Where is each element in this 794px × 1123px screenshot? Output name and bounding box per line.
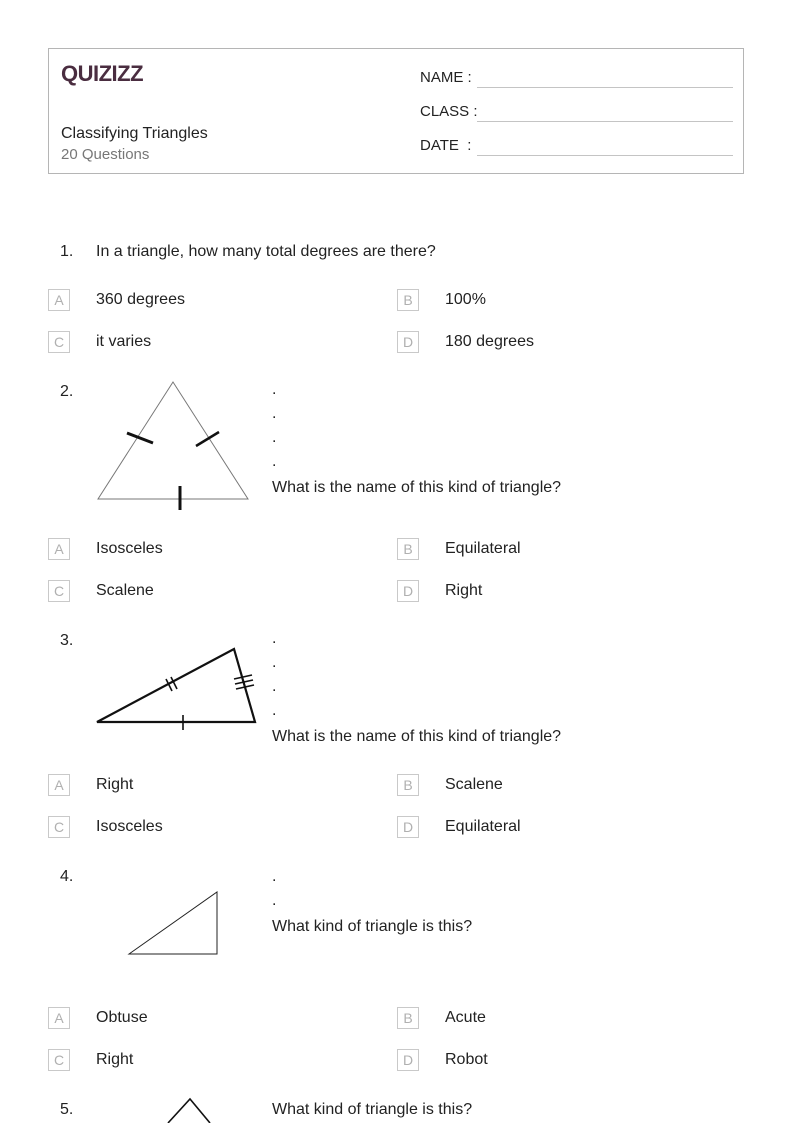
worksheet-header [48,48,744,174]
option-text: Acute [445,1009,486,1026]
option-letter: B [397,538,419,560]
option-text: Scalene [445,776,503,793]
option-text: Obtuse [96,1009,148,1026]
question-side-text [272,380,561,500]
equilateral-triangle-figure [96,378,252,514]
option-text: Robot [445,1051,488,1068]
dot-line: . [272,381,277,398]
option-text: 100% [445,291,486,308]
scalene-triangle-figure [96,644,260,734]
question-side-text [272,867,472,939]
right-triangle-figure [126,888,222,958]
dot-line: . [272,429,277,446]
date-line[interactable] [477,155,733,156]
option-letter: C [48,331,70,353]
dot-line: . [272,678,277,695]
option-letter: D [397,816,419,838]
question-number: 3. [60,632,74,649]
logo-text: QUIZIZZ [61,61,144,86]
option-letter: B [397,774,419,796]
option-text: it varies [96,333,152,350]
option-letter: B [397,289,419,311]
option-letter: C [48,1049,70,1071]
question-text: What is the name of this kind of triangle? [272,728,562,745]
option-text: Scalene [96,582,154,599]
option-letter: D [397,331,419,353]
tick-mark [127,433,153,443]
option-text: Equilateral [445,818,521,835]
date-field[interactable] [420,133,733,157]
question-text: What kind of triangle is this? [272,918,473,935]
option-text: Isosceles [96,540,163,557]
option-letter: A [48,774,70,796]
dot-line: . [272,453,277,470]
worksheet-title: Classifying Triangles [61,125,208,142]
option-text: Right [96,776,134,793]
option-letter: D [397,580,419,602]
dot-line: . [272,405,277,422]
dot-line: . [272,868,277,885]
question-text: What kind of triangle is this? [272,1101,473,1118]
class-label: CLASS : [420,103,478,120]
option-text: 360 degrees [96,291,185,308]
option-text: Right [445,582,483,599]
option-text: Isosceles [96,818,163,835]
triangle-outline [98,382,248,499]
question-side-text [272,629,561,749]
option-letter: A [48,289,70,311]
question-number: 4. [60,868,74,885]
triangle-outline [129,892,217,954]
option-text: Right [96,1051,134,1068]
dot-line: . [272,892,277,909]
question-count: 20 Questions [61,146,150,163]
date-label: DATE : [420,137,472,154]
class-field[interactable] [420,99,733,123]
quizizz-logo [61,59,151,87]
question-number: 2. [60,383,74,400]
question-number: 1. [60,243,74,260]
option-letter: C [48,580,70,602]
option-letter: A [48,1007,70,1029]
tick-mark [196,432,219,446]
dot-line: . [272,654,277,671]
name-label: NAME : [420,69,472,86]
option-text: Equilateral [445,540,521,557]
name-line[interactable] [477,87,733,88]
question-text: What is the name of this kind of triangle? [272,479,562,496]
name-field[interactable] [420,65,733,89]
option-letter: A [48,538,70,560]
question-text: In a triangle, how many total degrees are there? [96,243,436,260]
dot-line: . [272,702,277,719]
option-letter: C [48,816,70,838]
class-line[interactable] [477,121,733,122]
question-number: 5. [60,1101,74,1118]
dot-line: . [272,630,277,647]
option-text: 180 degrees [445,333,534,350]
option-letter: D [397,1049,419,1071]
triangle-outline [168,1099,210,1123]
option-letter: B [397,1007,419,1029]
partial-triangle-figure [166,1096,212,1123]
